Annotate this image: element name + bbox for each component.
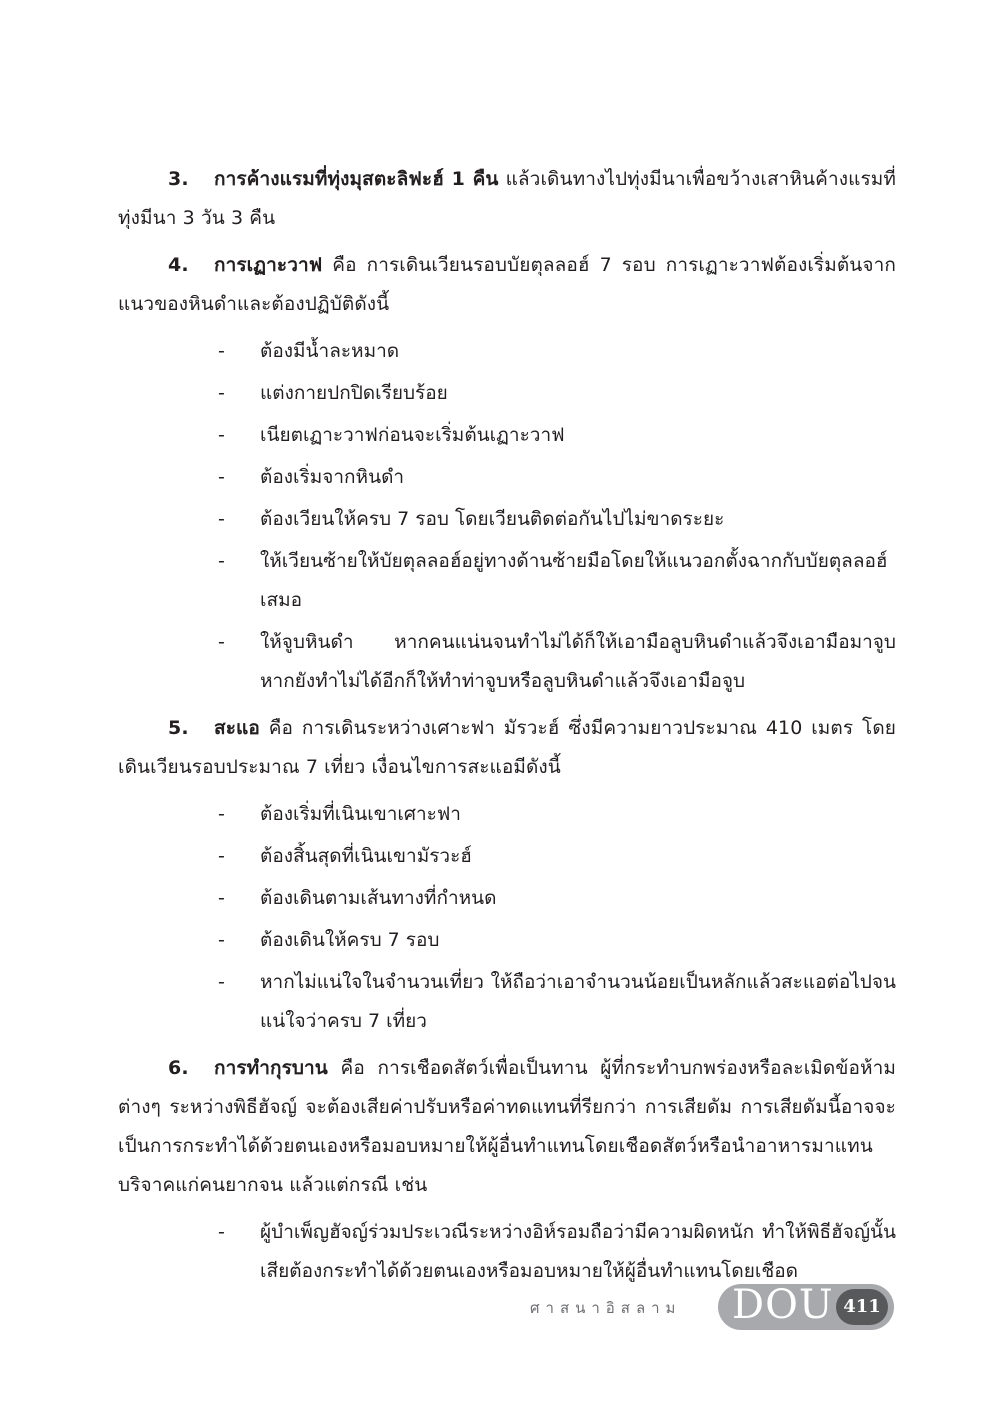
- dash-bullet: -: [218, 508, 225, 530]
- list-item: - ต้องเดินตามเส้นทางที่กำหนด: [118, 879, 896, 918]
- dash-bullet: -: [218, 929, 225, 951]
- dash-bullet: -: [218, 424, 225, 446]
- section-number: 6.: [168, 1057, 189, 1079]
- tawaf-conditions-list: [118, 332, 896, 701]
- section-term: การเฏาะวาฟ: [214, 254, 323, 276]
- dash-bullet: -: [218, 382, 225, 404]
- page-number: 411: [836, 1289, 888, 1325]
- list-item: - ต้องเวียนให้ครบ 7 รอบ โดยเวียนติดต่อกันไปไม่ขาดระยะ: [118, 500, 896, 539]
- list-item: - เนียตเฏาะวาฟก่อนจะเริ่มต้นเฏาะวาฟ: [118, 416, 896, 455]
- section-term: การทำกุรบาน: [214, 1057, 328, 1079]
- list-item: - ต้องเดินให้ครบ 7 รอบ: [118, 921, 896, 960]
- section-number: 5.: [168, 717, 189, 739]
- page-body: [118, 160, 896, 1299]
- section-text: คือ การเชือดสัตว์เพื่อเป็นทาน ผู้ที่กระทำบกพร่องหรือละเมิดข้อห้ามต่างๆ ระหว่างพิธีฮัจญ์ จะต้องเสียค่าปรับหรือค่าทดแทนที่รียกว่า การเสียดัม การเสียดัมนี้อาจจะเป็นการกระทำได้ด้วยตนเองหรือมอบหมายให้ผู้อื่นทำแทนโดยเชือดสัตว์หรือนำอาหารมาแทน บริจาคแก่คนยากจน แล้วแต่กรณี เช่น: [118, 1057, 896, 1196]
- section-text: คือ การเดินเวียนรอบบัยตุลลอฮ์ 7 รอบ การเฏาะวาฟต้องเริ่มต้นจากแนวของหินดำและต้องปฏิบัติดังนี้: [118, 254, 896, 315]
- section-term: สะแอ: [214, 717, 260, 739]
- qurban-examples-list: [118, 1213, 896, 1291]
- dash-bullet: -: [218, 803, 225, 825]
- section-number: 4.: [168, 254, 189, 276]
- dash-bullet: -: [218, 845, 225, 867]
- dash-bullet: -: [218, 340, 225, 362]
- list-item: - ต้องสิ้นสุดที่เนินเขามัรวะฮ์: [118, 837, 896, 876]
- section-6: [118, 1049, 896, 1205]
- list-item: - แต่งกายปกปิดเรียบร้อย: [118, 374, 896, 413]
- subject-label: ศาสนาอิสลาม: [530, 1299, 682, 1317]
- section-number: 3.: [168, 168, 189, 190]
- section-5: [118, 709, 896, 787]
- list-item: - ต้องเริ่มจากหินดำ: [118, 458, 896, 497]
- list-item: - ผู้บำเพ็ญฮัจญ์ร่วมประเวณีระหว่างอิห์รอมถือว่ามีความผิดหนัก ทำให้พิธีฮัจญ์นั้นเสียต้องกระทำได้ด้วยตนเองหรือมอบหมายให้ผู้อื่นทำแทนโดยเชือด: [118, 1213, 896, 1291]
- section-term: การค้างแรมที่ทุ่งมุสตะลิฟะฮ์ 1 คืน: [214, 168, 499, 190]
- list-item: - ให้จูบหินดำ หากคนแน่นจนทำไม่ได้ก็ให้เอามือลูบหินดำแล้วจึงเอามือมาจูบ หากยังทำไม่ได้อีกก็ให้ทำท่าจูบหรือลูบหินดำแล้วจึงเอามือจูบ: [118, 623, 896, 701]
- dash-bullet: -: [218, 631, 225, 653]
- dash-bullet: -: [218, 1221, 225, 1243]
- list-item: - ต้องมีน้ำละหมาด: [118, 332, 896, 371]
- list-item: - หากไม่แน่ใจในจำนวนเที่ยว ให้ถือว่าเอาจำนวนน้อยเป็นหลักแล้วสะแอต่อไปจนแน่ใจว่าครบ 7 เที่ยว: [118, 963, 896, 1041]
- list-item: - ให้เวียนซ้ายให้บัยตุลลอฮ์อยู่ทางด้านซ้ายมือโดยให้แนวอกตั้งฉากกับบัยตุลลอฮ์เสมอ: [118, 542, 896, 620]
- section-text: แล้วเดินทางไปทุ่งมีนาเพื่อขว้างเสาหินค้างแรมที่ทุ่งมีนา 3 วัน 3 คืน: [118, 168, 896, 229]
- dou-badge: [718, 1284, 894, 1330]
- section-3: [118, 160, 896, 238]
- section-4: [118, 246, 896, 324]
- dash-bullet: -: [218, 971, 225, 993]
- dash-bullet: -: [218, 466, 225, 488]
- sai-conditions-list: [118, 795, 896, 1041]
- list-item: - ต้องเริ่มที่เนินเขาเศาะฟา: [118, 795, 896, 834]
- dash-bullet: -: [218, 550, 225, 572]
- page-footer: [530, 1284, 896, 1334]
- dash-bullet: -: [218, 887, 225, 909]
- section-text: คือ การเดินระหว่างเศาะฟา มัรวะฮ์ ซึ่งมีความยาวประมาณ 410 เมตร โดยเดินเวียนรอบประมาณ 7 เที่ยว เงื่อนไขการสะแอมีดังนี้: [118, 717, 896, 778]
- dou-logo: DOU: [732, 1282, 834, 1328]
